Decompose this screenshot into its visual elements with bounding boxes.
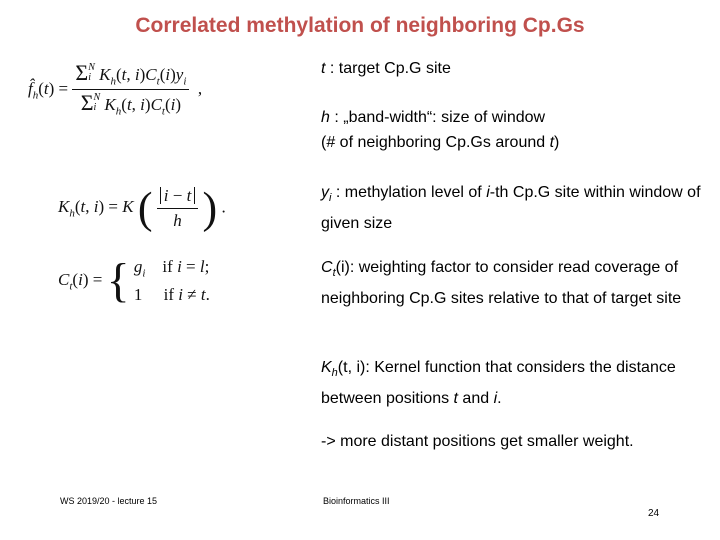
formula-weighting: $C_t(i)$ = { $g_i$ if i = l; 1 if i ≠ t. xyxy=(58,254,210,308)
note-distant-positions: -> more distant positions get smaller weight. xyxy=(321,433,634,450)
note-weighting-factor: $C_t(i)$: weighting factor to consider read coverage of neighboring Cp.G sites relative to that of target site xyxy=(321,259,682,308)
footer-lecture: WS 2019/20 - lecture 15 xyxy=(60,496,158,506)
slide-title: Correlated methylation of neighboring Cp.Gs xyxy=(135,14,585,37)
formula-smoothed-estimate: $f̂_h(t)$ = Σ N i $K_h(t$, $i)C_t(i)y_i$ Σ N i $K_h(t$, $i)C_t(i)$ , xyxy=(28,60,203,118)
page-number: 24 xyxy=(648,508,660,519)
footer-course: Bioinformatics III xyxy=(323,496,390,506)
note-bandwidth: h : „band-width“: size of window (# of neighboring Cp.Gs around t) xyxy=(321,109,560,151)
note-methylation-level: $y_i$ : methylation level of i-th Cp.G site within window of given size xyxy=(321,184,701,233)
note-kernel-function: $K_h(t$, i): Kernel function that considers the distance between positions t and i. xyxy=(321,359,676,408)
note-target-site: t : target Cp.G site xyxy=(321,60,451,77)
formula-kernel: $K_h(t$, i) = K ( $\frac{i - t}{h}$ ) . xyxy=(58,183,226,233)
